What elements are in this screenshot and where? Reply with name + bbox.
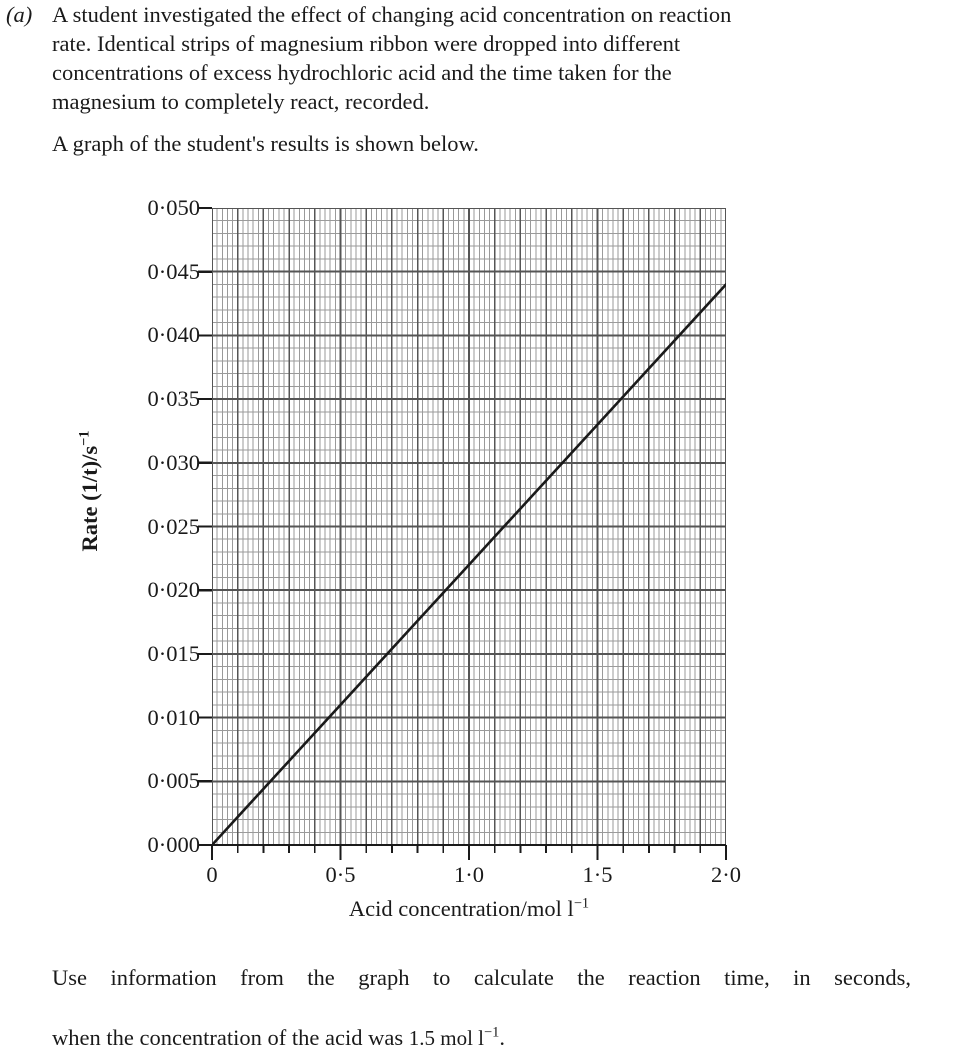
y-axis-title <box>77 381 103 601</box>
stem-line-2: rate. Identical strips of magnesium ribbon were dropped into different <box>52 31 681 56</box>
y-tick-label: 0·005 <box>147 768 200 794</box>
y-tick-label: 0·010 <box>147 704 200 730</box>
footer-unit-base: mol l <box>435 1026 485 1050</box>
y-tick-label: 0·035 <box>147 386 200 412</box>
y-tick-label: 0·040 <box>147 322 200 348</box>
footer-line-2 <box>52 1023 911 1053</box>
footer-unit-exponent: −1 <box>484 1024 500 1041</box>
stem-line-3: concentrations of excess hydrochloric acid and the time taken for the <box>52 60 672 85</box>
stem-line-1: A student investigated the effect of changing acid concentration on reaction <box>52 2 732 27</box>
x-tick-label: 1·0 <box>454 862 484 887</box>
x-tick-label: 2·0 <box>711 862 741 887</box>
x-tick-label: 1·5 <box>582 862 613 887</box>
footer-line-1: Use information from the graph to calculate the reaction time, in seconds, <box>52 965 911 990</box>
y-axis-title-exponent: −1 <box>76 430 93 446</box>
major-gridlines <box>212 208 726 845</box>
footer-concentration-value: 1.5 <box>408 1026 435 1050</box>
y-axis-tick-labels <box>104 195 200 857</box>
x-axis-title-exponent: −1 <box>573 895 590 912</box>
rate-vs-concentration-graph <box>0 186 957 946</box>
question-text-body <box>52 0 957 158</box>
x-tick-label: 0·5 <box>325 862 356 887</box>
stem-line-4: magnesium to completely react, recorded. <box>52 89 430 114</box>
y-tick-label: 0·050 <box>147 195 200 220</box>
x-axis-tick-labels <box>206 862 741 892</box>
y-tick-label: 0·030 <box>147 449 200 475</box>
x-axis-title <box>212 896 726 922</box>
x-axis-title-base: Acid concentration/mol l <box>348 896 574 921</box>
y-tick-label: 0·045 <box>147 258 200 284</box>
grid-and-series <box>212 208 726 845</box>
y-tick-label: 0·025 <box>147 513 200 539</box>
y-tick-marks <box>198 208 212 845</box>
y-tick-label: 0·000 <box>147 832 200 857</box>
y-axis-title-base: Rate (1/t)/s <box>77 445 102 552</box>
y-tick-label: 0·015 <box>147 640 200 666</box>
stem-graph-intro: A graph of the student's results is shown below. <box>52 131 479 156</box>
y-tick-label: 0·020 <box>147 577 200 603</box>
x-tick-marks <box>212 845 726 860</box>
question-part-a <box>0 0 957 158</box>
plot-area <box>212 208 726 845</box>
footer-prefix: when the concentration of the acid was <box>52 1025 409 1050</box>
question-footer <box>52 963 911 1053</box>
footer-suffix: . <box>499 1025 505 1050</box>
question-stem <box>0 0 957 158</box>
question-marker: (a) <box>6 2 33 27</box>
x-tick-label: 0 <box>206 862 218 887</box>
